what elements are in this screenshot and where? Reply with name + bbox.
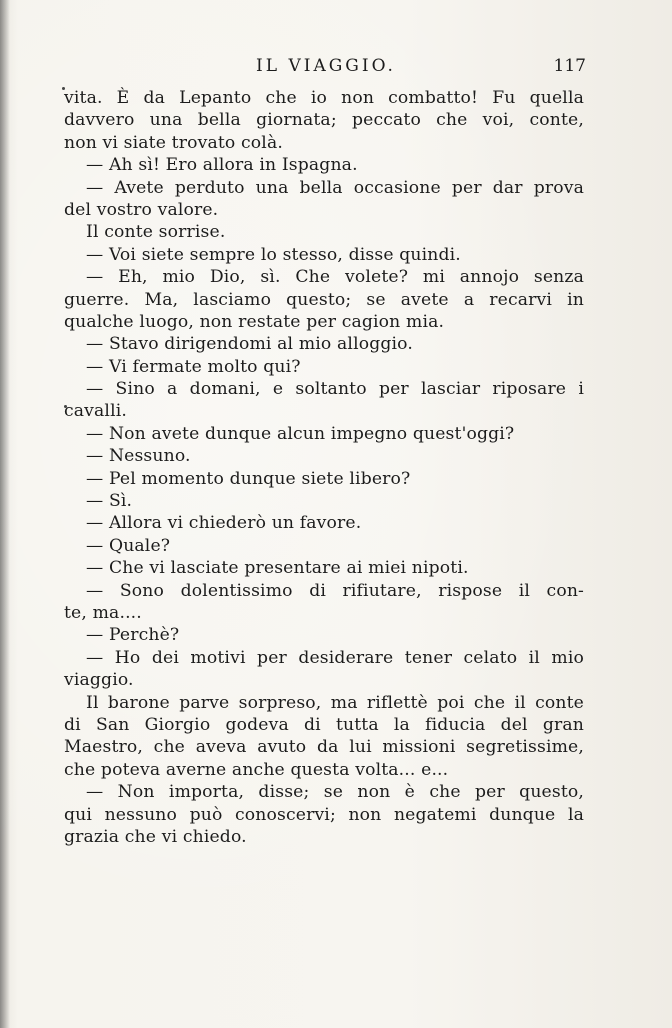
text-line: vita. È da Lepanto che io non combatto! Fu quella (64, 88, 584, 108)
text-line: guerre. Ma, lasciamo questo; se avete a recarvi in (64, 289, 584, 310)
text-line: — Sino a domani, e soltanto per lasciar riposare i (86, 379, 584, 400)
text-line: — Perchè? (86, 625, 180, 646)
text-line: non vi siate trovato colà. (64, 132, 283, 153)
text-line: — Pel momento dunque siete libero? (86, 468, 411, 489)
text-line: — Sono dolentissimo di rifiutare, rispose il con- (86, 580, 584, 601)
text-line: Il barone parve sorpreso, ma riflettè poi che il conte (86, 692, 584, 713)
text-line: che poteva averne anche questa volta... e... (64, 759, 449, 780)
text-line: Il conte sorrise. (86, 222, 226, 243)
text-line: — Avete perduto una bella occasione per dar prova (86, 177, 584, 198)
page-header (66, 56, 586, 84)
text-line: — Voi siete sempre lo stesso, disse quindi. (86, 244, 461, 265)
text-line: Maestro, che aveva avuto da lui missioni segretissime, (64, 737, 584, 758)
text-line: viaggio. (64, 670, 134, 691)
text-line: grazia che vi chiedo. (64, 826, 247, 847)
text-line: — Allora vi chiederò un favore. (86, 513, 362, 534)
running-title: IL VIAGGIO. (256, 56, 396, 76)
text-line: di San Giorgio godeva di tutta la fiducia del gran (64, 714, 584, 735)
text-line: — Stavo dirigendomi al mio alloggio. (86, 334, 413, 355)
text-line: davvero una bella giornata; peccato che voi, conte, (64, 110, 584, 131)
text-line: qualche luogo, non restate per cagion mia. (64, 311, 445, 332)
page-number: 117 (553, 56, 586, 76)
text-line: — Non importa, disse; se non è che per questo, (86, 782, 584, 803)
text-line: — Ho dei motivi per desiderare tener celato il mio (86, 647, 584, 668)
text-line: — Sì. (86, 491, 133, 512)
text-line: del vostro valore. (64, 199, 219, 220)
text-line: — Quale? (86, 535, 171, 556)
text-line: — Vi fermate molto qui? (86, 356, 301, 377)
text-line: cavalli. (64, 401, 127, 422)
text-line: — Ah sì! Ero allora in Ispagna. (86, 155, 358, 176)
binding-shadow (0, 0, 10, 1028)
text-line: — Nessuno. (86, 446, 191, 467)
text-line: — Eh, mio Dio, sì. Che volete? mi annojo senza (86, 267, 584, 288)
text-line: — Che vi lasciate presentare ai miei nipoti. (86, 558, 469, 579)
text-line: — Non avete dunque alcun impegno quest'oggi? (86, 423, 515, 444)
text-line: qui nessuno può conoscervi; non negatemi dunque la (64, 804, 584, 825)
text-line: te, ma.... (64, 602, 142, 623)
body-text (64, 87, 584, 848)
